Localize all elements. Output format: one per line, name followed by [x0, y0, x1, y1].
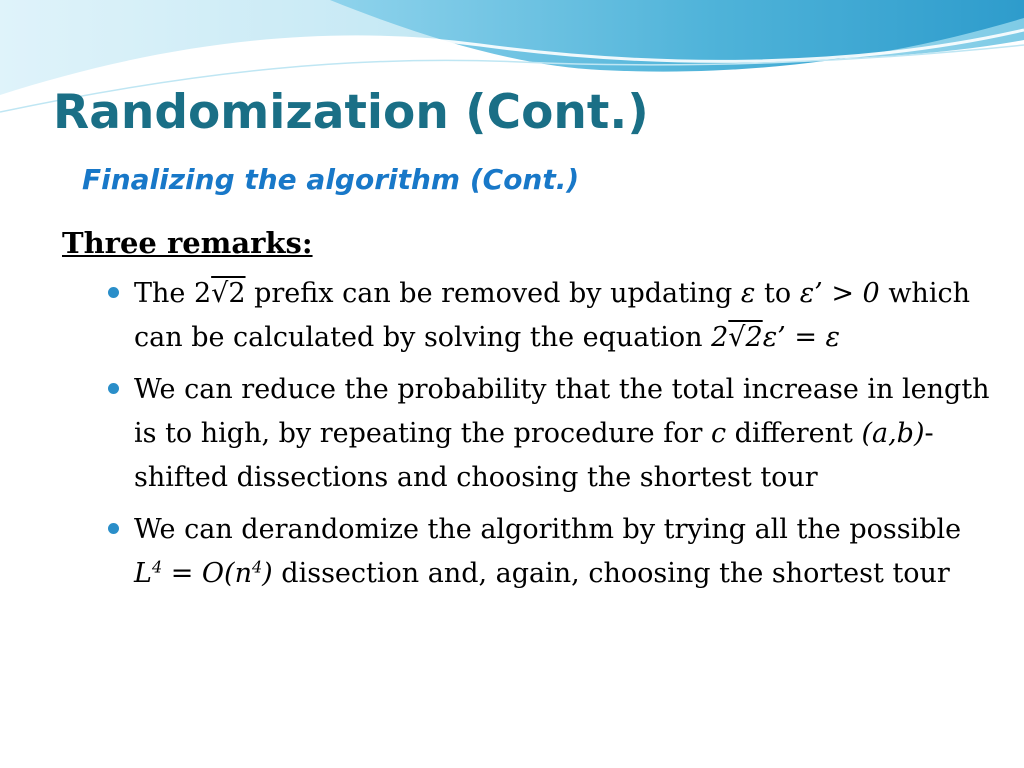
remarks-heading: Three remarks:	[62, 226, 313, 260]
remark-item-3	[62, 508, 992, 596]
remark-3-L: L	[134, 557, 152, 589]
remark-1-eq-sqrt: √2	[728, 321, 763, 353]
remark-1-epsilon: ε	[740, 277, 756, 309]
remark-3-text-a: We can derandomize the algorithm by trying all the possible	[134, 513, 962, 545]
remark-1-eq-rest: ε’ = ε	[762, 321, 841, 353]
remark-2-ab: (a,b)	[861, 417, 925, 449]
remarks-list	[62, 272, 992, 596]
slide-body	[62, 225, 992, 604]
remark-3-close: )	[262, 557, 273, 589]
remark-2-text-a: We can reduce the probability that the total increase in length is to high, by repeating the procedure for	[134, 373, 990, 449]
bullet-dot-icon	[108, 523, 119, 534]
remark-1-text-d: which can be calculated by solving the equation	[134, 277, 970, 353]
remark-3-On: O(n	[201, 557, 252, 589]
remark-1-sqrt: √2	[211, 277, 246, 309]
remark-2-c: c	[710, 417, 727, 449]
remark-item-1	[62, 272, 992, 360]
remark-1-eq-coef: 2	[711, 321, 729, 353]
remark-1-text-c: to	[755, 277, 800, 309]
remark-2-text-b: different	[726, 417, 862, 449]
remark-3-eq: =	[162, 557, 202, 589]
remark-3-text-b: dissection and, again, choosing the shortest tour	[272, 557, 950, 589]
remark-3-L-exp: 4	[151, 557, 163, 577]
slide-subtitle: Finalizing the algorithm (Cont.)	[82, 163, 580, 196]
remark-2-text-c: -shifted dissections and choosing the shortest tour	[134, 417, 934, 493]
remark-1-text-a: The 2	[134, 277, 212, 309]
remark-3-n-exp: 4	[251, 557, 263, 577]
remark-1-text-b: prefix can be removed by updating	[245, 277, 741, 309]
remark-1-epsilon-prime: ε’ > 0	[799, 277, 880, 309]
bullet-dot-icon	[108, 287, 119, 298]
slide-title: Randomization (Cont.)	[53, 85, 649, 140]
bullet-dot-icon	[108, 383, 119, 394]
remark-item-2	[62, 368, 992, 500]
